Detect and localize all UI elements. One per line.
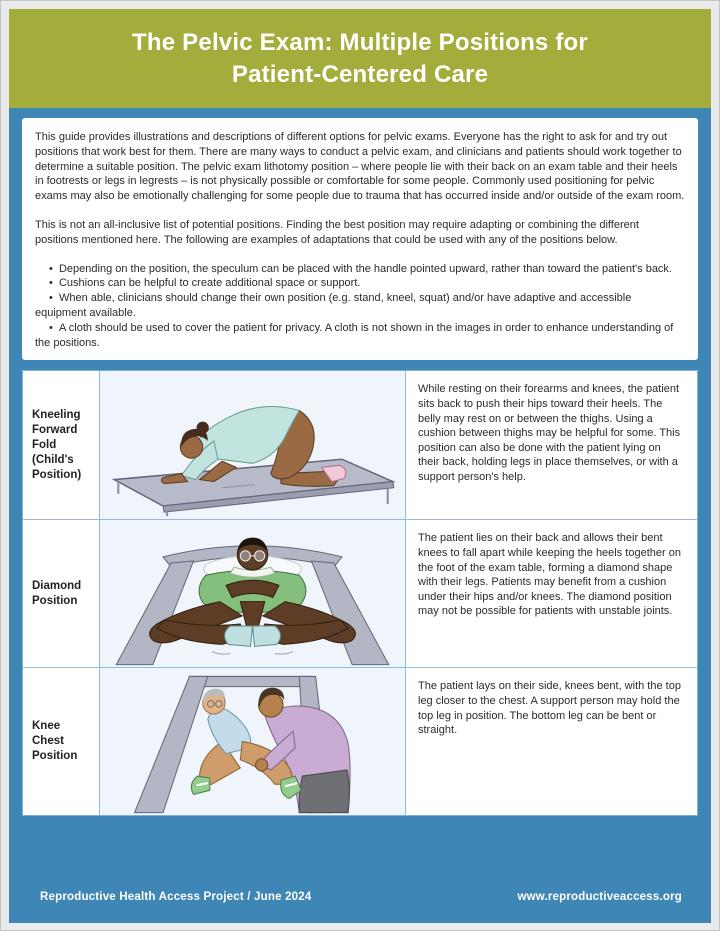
position-illustration-cell	[100, 371, 406, 519]
adaptation-item	[35, 262, 685, 277]
position-row-kneeling-forward-fold	[23, 371, 697, 519]
knee-chest-position-illustration	[100, 668, 405, 815]
position-row-diamond	[23, 519, 697, 667]
adaptation-item	[35, 291, 685, 321]
bullet-icon: •	[49, 292, 53, 305]
document-body	[9, 108, 711, 923]
position-description: The patient lays on their side, knees bent, with the top leg closer to the chest. A support person may hold the top leg in position. The bottom leg can be bent or straight.	[406, 668, 697, 815]
positions-table	[22, 370, 698, 816]
position-illustration-cell	[100, 668, 406, 815]
adaptation-text: Cushions can be helpful to create additional space or support.	[58, 277, 361, 290]
adaptation-text: A cloth should be used to cover the patient for privacy. A cloth is not shown in the images in order to enhance understanding of the positions.	[35, 321, 674, 349]
kneeling-forward-fold-illustration	[100, 371, 405, 519]
position-name-cell	[23, 371, 100, 519]
position-name-cell	[23, 668, 100, 815]
adaptation-item	[35, 276, 685, 291]
bullet-icon: •	[49, 262, 53, 275]
document-header	[9, 9, 711, 108]
diamond-position-illustration	[100, 520, 405, 667]
footer-organization: Reproductive Health Access Project / June 2024	[40, 891, 312, 903]
position-row-knee-chest	[23, 667, 697, 815]
bullet-icon: •	[49, 277, 53, 290]
position-name: Kneeling Forward Fold (Child's Position)	[32, 408, 82, 481]
position-description: The patient lies on their back and allows their bent knees to fall apart while keeping the heels together on the foot of the exam table, forming a diamond shape with their legs. Patients may benefit from a cushion under their hips and/or knees. The diamond position may not be possible for patients with unstable joints.	[406, 520, 697, 667]
position-name: Knee Chest Position	[32, 720, 78, 763]
adaptation-item	[35, 321, 685, 351]
intro-paragraph-1: This guide provides illustrations and descriptions of different options for pelvic exams. Everyone has the right to ask for and try out positions that work best for them. There are many ways to conduct a pelvic exam, and clinicians and patients should work together to determine a suitable position. The pelvic exam lithotomy position – where people lie with their back on an exam table and their heels in footrests or legs in legrests – is not physically possible or comfortable for some people. Commonly used positioning for pelvic exams may also be emotionally challenging for some people due to trauma that has occurred inside and/or outside of the exam room.	[35, 131, 685, 203]
adaptations-list	[35, 262, 685, 351]
adaptation-text: When able, clinicians should change their own position (e.g. stand, kneel, squat) and/or have adaptive and accessible equipment available.	[35, 292, 632, 319]
footer-website[interactable]: www.reproductiveaccess.org	[517, 891, 682, 903]
position-name: Diamond Position	[32, 579, 82, 607]
adaptation-text: Depending on the position, the speculum can be placed with the handle pointed upward, rather than toward the patient's back.	[58, 262, 672, 275]
page-title-line2: Patient-Centered Care	[231, 60, 489, 88]
position-description: While resting on their forearms and knees, the patient sits back to push their hips toward their heels. The belly may rest on or between the thighs. Using a cushion between thighs may be helpful for some. This position can also be done with the patient lying on their back, holding legs in place themselves, or with a support person's help.	[406, 371, 697, 519]
page-title-line1: The Pelvic Exam: Multiple Positions for	[132, 28, 588, 56]
document-footer	[22, 891, 698, 903]
position-name-cell	[23, 520, 100, 667]
intro-section	[22, 118, 698, 360]
position-illustration-cell	[100, 520, 406, 667]
bullet-icon: •	[49, 321, 53, 334]
intro-paragraph-2: This is not an all-inclusive list of potential positions. Finding the best position may require adapting or combining the different positions mentioned here. The following are examples of adaptations that could be used with any of the positions below.	[35, 218, 639, 246]
